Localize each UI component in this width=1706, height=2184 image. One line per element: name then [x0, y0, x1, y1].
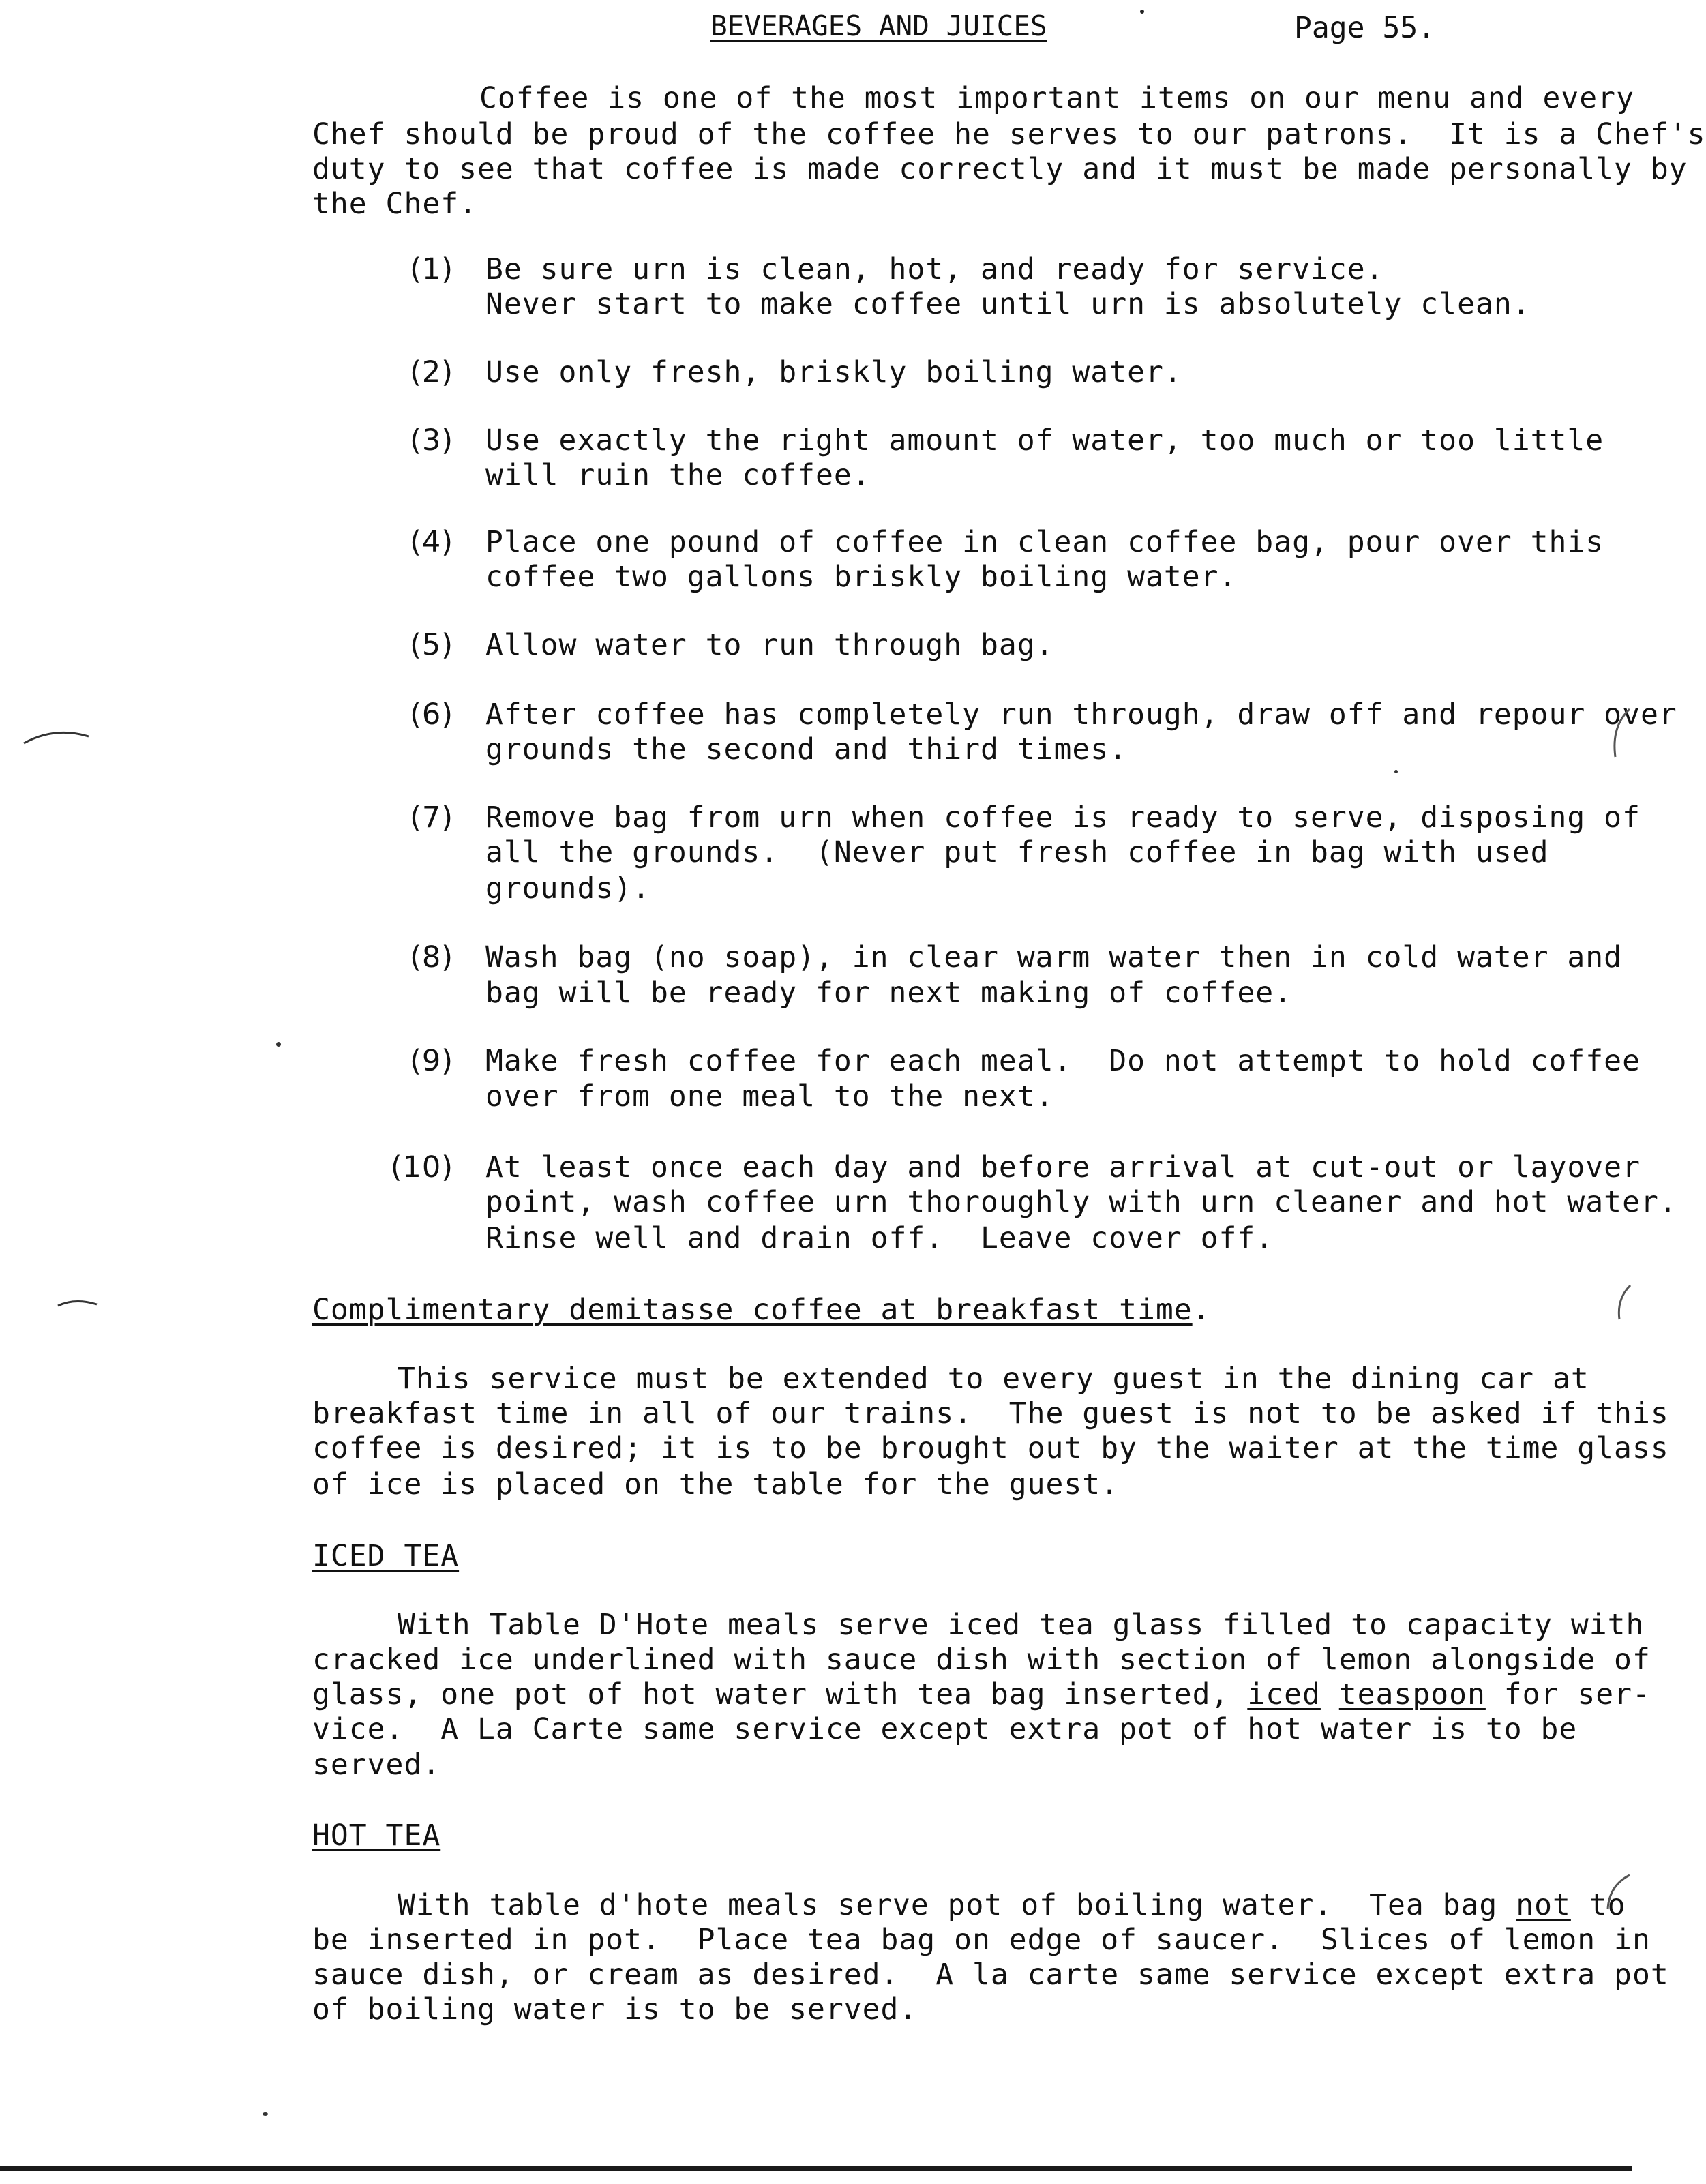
demitasse-heading-period: . — [1192, 1293, 1211, 1327]
step-4-line-1: Place one pound of coffee in clean coffee bag, pour over this — [485, 525, 1604, 559]
step-6-line-2: grounds the second and third times. — [485, 732, 1128, 766]
step-4-line-2: coffee two gallons briskly boiling water. — [485, 560, 1238, 594]
hot-tea-line-1-start: With table d'hote meals serve pot of boiling water. Tea bag — [398, 1888, 1516, 1922]
step-2-line-1: Use only fresh, briskly boiling water. — [485, 355, 1182, 389]
iced-tea-line-2: cracked ice underlined with sauce dish with section of lemon alongside of — [312, 1643, 1651, 1677]
iced-tea-line-5: served. — [312, 1748, 441, 1782]
ink-speck — [1394, 770, 1398, 773]
step-8-line-1: Wash bag (no soap), in clear warm water then in cold water and — [485, 940, 1623, 974]
demitasse-line-4: of ice is placed on the table for the guest. — [312, 1467, 1120, 1501]
step-7-line-3: grounds). — [485, 871, 650, 906]
step-number: (9) — [410, 1044, 453, 1078]
step-3-line-1: Use exactly the right amount of water, too much or too little — [485, 423, 1604, 458]
hot-tea-line-1 — [398, 1887, 1626, 1924]
hot-tea-heading: HOT TEA — [312, 1819, 441, 1853]
demitasse-line-1: This service must be extended to every guest in the dining car at — [398, 1362, 1589, 1396]
page-number: Page 55. — [1294, 11, 1436, 45]
step-1-line-2: Never start to make coffee until urn is absolutely clean. — [485, 287, 1531, 321]
step-5-line-1: Allow water to run through bag. — [485, 628, 1054, 662]
step-number: (4) — [410, 525, 453, 559]
margin-scan-mark — [55, 1292, 102, 1319]
hot-tea-line-3: sauce dish, or cream as desired. A la carte same service except extra pot — [312, 1958, 1669, 1992]
margin-scan-mark — [1606, 706, 1632, 760]
step-10-line-1: At least once each day and before arrival at cut-out or layover — [485, 1150, 1641, 1184]
iced-tea-line-4: vice. A La Carte same service except extra pot of hot water is to be — [312, 1712, 1578, 1746]
iced-word: iced — [1247, 1677, 1321, 1711]
step-10-line-3: Rinse well and drain off. Leave cover off. — [485, 1221, 1274, 1255]
step-3-line-2: will ruin the coffee. — [485, 458, 871, 492]
ink-speck — [1140, 10, 1144, 14]
step-6-line-1: After coffee has completely run through, draw off and repour over — [485, 698, 1677, 732]
step-number: (2) — [410, 355, 453, 389]
intro-line-4: the Chef. — [312, 187, 477, 221]
step-number: (8) — [410, 940, 453, 974]
iced-tea-line-3 — [312, 1677, 1651, 1713]
hot-tea-line-1-end: to — [1570, 1888, 1626, 1922]
hot-tea-line-2: be inserted in pot. Place tea bag on edge of saucer. Slices of lemon in — [312, 1923, 1651, 1957]
margin-scan-mark — [20, 723, 95, 750]
step-9-line-1: Make fresh coffee for each meal. Do not attempt to hold coffee — [485, 1044, 1641, 1078]
demitasse-heading — [312, 1292, 1211, 1328]
demitasse-line-2: breakfast time in all of our trains. The guest is not to be asked if this — [312, 1396, 1669, 1431]
step-number: (1) — [410, 252, 453, 286]
iced-tea-line-3-end: for ser- — [1485, 1677, 1651, 1711]
demitasse-line-3: coffee is desired; it is to be brought out by the waiter at the time glass — [312, 1431, 1669, 1465]
demitasse-heading-text: Complimentary demitasse coffee at breakfast time — [312, 1293, 1193, 1327]
intro-line-2: Chef should be proud of the coffee he serves to our patrons. It is a Chef's — [312, 117, 1706, 151]
step-number: (5) — [410, 628, 453, 662]
iced-tea-line-1: With Table D'Hote meals serve iced tea glass filled to capacity with — [398, 1608, 1645, 1642]
step-10-line-2: point, wash coffee urn thoroughly with urn cleaner and hot water. — [485, 1185, 1677, 1219]
step-7-line-1: Remove bag from urn when coffee is ready to serve, disposing of — [485, 801, 1641, 835]
not-word: not — [1516, 1888, 1571, 1922]
space — [1321, 1677, 1339, 1711]
teaspoon-word: teaspoon — [1338, 1677, 1486, 1711]
margin-scan-mark — [1602, 1872, 1632, 1913]
step-number: (7) — [410, 801, 453, 835]
intro-line-1: Coffee is one of the most important items on our menu and every — [479, 81, 1634, 115]
iced-tea-line-3-start: glass, one pot of hot water with tea bag inserted, — [312, 1677, 1248, 1711]
hot-tea-line-4: of boiling water is to be served. — [312, 1992, 918, 2026]
margin-scan-mark — [1613, 1282, 1632, 1323]
page-header-title: BEVERAGES AND JUICES — [710, 10, 1047, 42]
step-number: (10) — [390, 1150, 453, 1184]
step-9-line-2: over from one meal to the next. — [485, 1079, 1054, 1113]
step-number: (3) — [410, 423, 453, 458]
ink-speck — [263, 2112, 268, 2116]
intro-line-3: duty to see that coffee is made correctly and it must be made personally by — [312, 152, 1688, 186]
step-8-line-2: bag will be ready for next making of coffee. — [485, 976, 1293, 1010]
step-1-line-1: Be sure urn is clean, hot, and ready for service. — [485, 252, 1384, 286]
step-number: (6) — [410, 698, 453, 732]
step-7-line-2: all the grounds. (Never put fresh coffee in bag with used — [485, 835, 1549, 869]
ink-speck — [276, 1042, 281, 1047]
iced-tea-heading: ICED TEA — [312, 1539, 460, 1573]
page-bottom-edge — [0, 2166, 1632, 2171]
